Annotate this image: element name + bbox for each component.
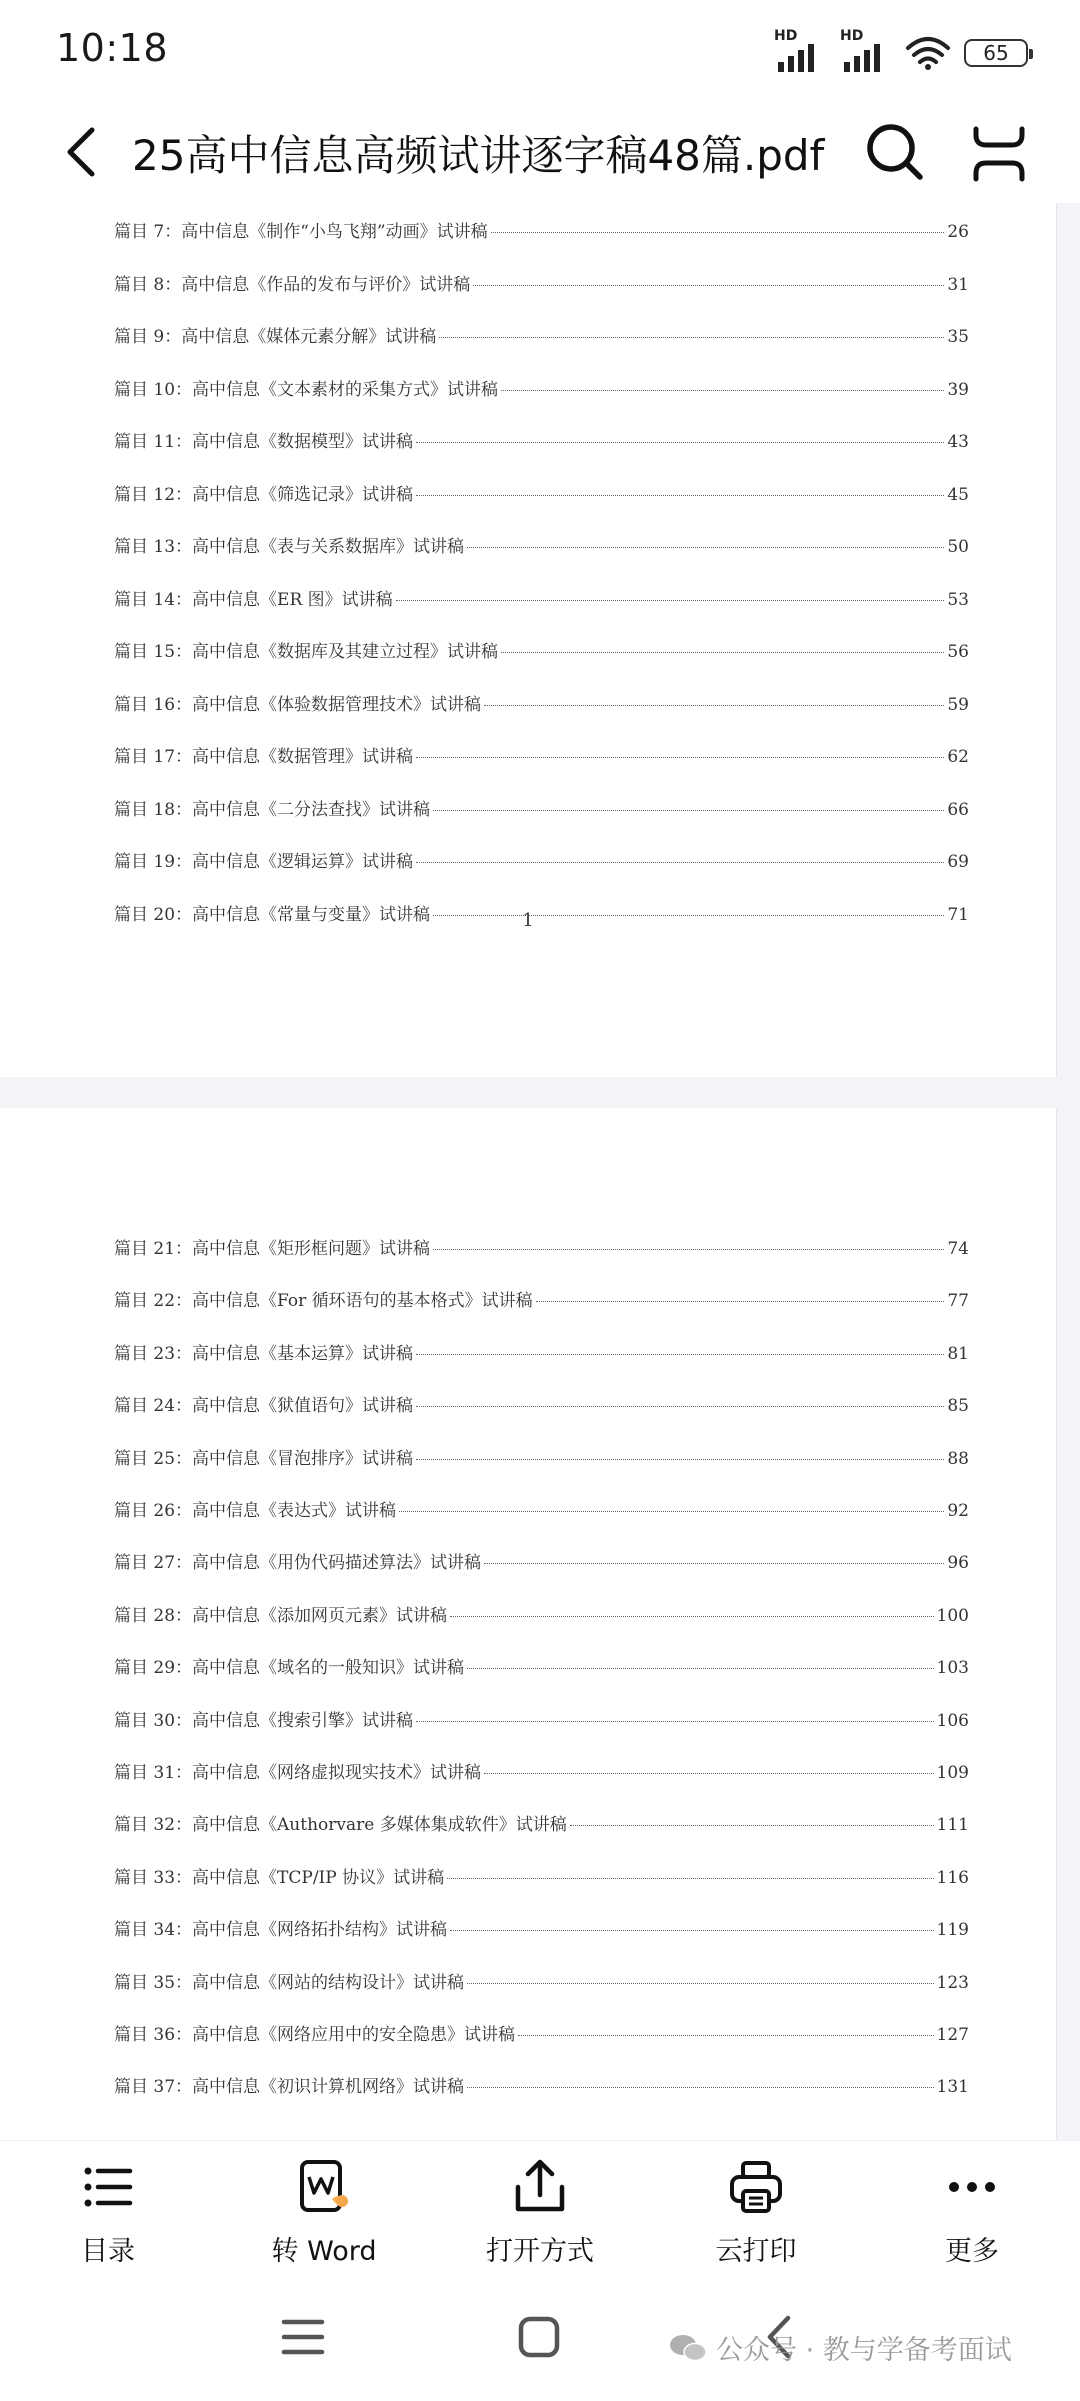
toc-entry-title: 篇目 7：高中信息《制作“小鸟飞翔”动画》试讲稿 [114,222,488,242]
toc-entry-page: 39 [947,379,969,400]
bottom-toolbar [0,2140,1080,2273]
toc-entry[interactable] [114,480,969,510]
dot-leader [396,600,945,601]
status-icons [774,28,1028,72]
dot-leader [433,915,944,916]
toc-entry-page: 71 [947,904,969,925]
toc-entry-title: 篇目 8：高中信息《作品的发布与评价》试讲稿 [114,274,471,295]
toc-entry[interactable] [114,1915,969,1945]
list-icon [78,2157,138,2217]
toc-entry[interactable] [114,637,969,667]
hd-badge: HD [840,28,864,44]
dot-leader [433,1249,944,1250]
toc-entry-page: 127 [936,2025,969,2045]
open-with-button[interactable] [450,2153,630,2273]
toc-entry[interactable] [114,1653,969,1683]
toc-entry-page: 53 [947,589,969,610]
toc-entry[interactable] [114,427,969,457]
toc-entry-title: 篇目 37：高中信息《初识计算机网络》试讲稿 [114,2077,465,2098]
dot-leader [467,1668,934,1669]
watermark [668,2328,1012,2367]
toc-entry-page: 109 [936,1763,969,1783]
dot-leader [450,1616,934,1617]
convert-word-label: 转 Word [271,2236,377,2267]
wifi-icon [906,36,950,70]
hd-badge: HD [774,28,798,44]
system-nav-bar [0,2272,1080,2401]
share-icon [510,2157,570,2217]
search-icon [862,119,928,185]
toc-entry-title: 篇目 30：高中信息《搜索引擎》试讲稿 [114,1710,414,1731]
dot-leader [467,547,944,548]
toc-entry[interactable] [114,1968,969,1998]
toc-entry[interactable] [114,795,969,825]
toc-entry-title: 篇目 9：高中信息《媒体元素分解》试讲稿 [114,327,437,347]
toc-entry-page: 56 [947,642,969,662]
toc-entry-page: 26 [947,222,969,242]
toc-entry[interactable] [114,1391,969,1421]
dot-leader [416,1406,944,1407]
cloud-print-button[interactable] [666,2153,846,2273]
cloud-print-label: 云打印 [715,2236,797,2267]
toc-entry[interactable] [114,585,969,615]
toc-entry[interactable] [114,1234,969,1264]
toc-entry[interactable] [114,2020,969,2050]
home-button[interactable] [512,2310,566,2364]
toc-entry-title: 篇目 17：高中信息《数据管理》试讲稿 [114,747,414,767]
more-icon [942,2157,1002,2217]
dot-leader [473,285,944,286]
toc-entry-title: 篇目 24：高中信息《狱值语句》试讲稿 [114,1396,414,1417]
toc-entry-page: 81 [947,1343,969,1364]
pdf-viewer[interactable] [0,203,1080,2140]
dot-leader [399,1511,944,1512]
toc-entry-title: 篇目 29：高中信息《域名的一般知识》试讲稿 [114,1658,465,1679]
toc-entry-page: 50 [947,537,969,557]
toc-entry-page: 116 [936,1867,969,1888]
dot-leader [536,1301,945,1302]
toc-entry-title: 篇目 21：高中信息《矩形框问题》试讲稿 [114,1239,431,1259]
toc-entry-title: 篇目 23：高中信息《基本运算》试讲稿 [114,1343,414,1364]
toc-entry-title: 篇目 25：高中信息《冒泡排序》试讲稿 [114,1448,414,1469]
toc-entry-page: 43 [947,432,969,452]
dot-leader [501,652,944,653]
toc-entry-page: 45 [947,484,969,505]
dot-leader [450,1930,934,1931]
recent-apps-button[interactable] [276,2310,330,2364]
dot-leader [439,337,944,338]
toc-entry-title: 篇目 26：高中信息《表达式》试讲稿 [114,1501,397,1521]
dot-leader [467,2087,934,2088]
toc-entry[interactable] [114,270,969,300]
exit-reader-icon [966,121,1032,187]
toc-entry-title: 篇目 35：高中信息《网站的结构设计》试讲稿 [114,1972,465,1993]
toc-entry[interactable] [114,1863,969,1893]
toc-entry[interactable] [114,900,969,930]
toc-entry-page: 35 [947,327,969,347]
toc-entry[interactable] [114,1339,969,1369]
toc-entry-page: 96 [947,1553,969,1574]
back-button[interactable] [50,117,110,187]
toc-entry-title: 篇目 27：高中信息《用伪代码描述算法》试讲稿 [114,1553,482,1574]
toc-entry-title: 篇目 19：高中信息《逻辑运算》试讲稿 [114,852,414,872]
dot-leader [484,1563,944,1564]
dot-leader [447,1878,933,1879]
dot-leader [416,1459,944,1460]
toc-entry-title: 篇目 28：高中信息《添加网页元素》试讲稿 [114,1605,448,1626]
dot-leader [416,1721,934,1722]
toc-entry-title: 篇目 16：高中信息《体验数据管理技术》试讲稿 [114,694,482,715]
toc-entry[interactable] [114,322,969,352]
toc-entry-page: 119 [936,1920,969,1941]
toc-entry-title: 篇目 33：高中信息《TCP/IP 协议》试讲稿 [114,1867,445,1888]
toc-entry[interactable] [114,2072,969,2102]
toc-entry[interactable] [114,217,969,247]
dot-leader [484,1773,934,1774]
toc-entry-page: 103 [936,1658,969,1679]
signal-icon [840,28,892,72]
toc-entry[interactable] [114,532,969,562]
wechat-icon [668,2332,708,2364]
dot-leader [501,390,944,391]
toc-entry-page: 85 [947,1396,969,1417]
dot-leader [467,1983,934,1984]
exit-reader-button[interactable] [966,121,1032,187]
toc-entry-page: 106 [936,1710,969,1731]
toc-entry[interactable] [114,1496,969,1526]
page-number: 1 [522,910,534,931]
toc-entry-title: 篇目 31：高中信息《网络虚拟现实技术》试讲稿 [114,1763,482,1783]
toc-entry-title: 篇目 32：高中信息《Authorvare 多媒体集成软件》试讲稿 [114,1815,567,1836]
watermark-text: 公众号 · 教与学备考面试 [716,2335,1012,2366]
toc-entry-page: 100 [936,1605,969,1626]
toc-entry-page: 88 [947,1448,969,1469]
toc-entry[interactable] [114,1286,969,1316]
toc-entry-title: 篇目 13：高中信息《表与关系数据库》试讲稿 [114,537,465,557]
toc-entry-title: 篇目 11：高中信息《数据模型》试讲稿 [114,432,414,452]
toc-entry-title: 篇目 14：高中信息《ER 图》试讲稿 [114,589,393,610]
toc-entry[interactable] [114,1444,969,1474]
more-label: 更多 [945,2236,999,2267]
toc-entry-page: 131 [936,2077,969,2098]
toc-entry[interactable] [114,690,969,720]
search-button[interactable] [862,119,928,185]
toc-entry-title: 篇目 12：高中信息《筛选记录》试讲稿 [114,484,414,505]
dot-leader [570,1825,934,1826]
toc-entry-title: 篇目 10：高中信息《文本素材的采集方式》试讲稿 [114,379,499,400]
toc-entry[interactable] [114,847,969,877]
toc-label: 目录 [81,2236,135,2267]
pdf-page [0,203,1057,1077]
app-bar [0,105,1080,203]
dot-leader [518,2035,934,2036]
toc-entry-title: 篇目 20：高中信息《常量与变量》试讲稿 [114,904,431,925]
toc-entry[interactable] [114,375,969,405]
dot-leader [484,705,944,706]
toc-entry-page: 66 [947,799,969,820]
toc-entry-title: 篇目 22：高中信息《For 循环语句的基本格式》试讲稿 [114,1291,533,1312]
toc-entry-page: 62 [947,747,969,767]
signal-icon [774,28,826,72]
toc-entry-page: 111 [936,1815,969,1836]
status-time: 10:18 [56,26,169,70]
toc-entry-title: 篇目 15：高中信息《数据库及其建立过程》试讲稿 [114,642,499,662]
document-title: 25高中信息高频试讲逐字稿48篇.pdf [132,131,825,180]
toc-entry-page: 31 [947,274,969,295]
printer-icon [726,2157,786,2217]
back-arrow-icon [64,126,96,178]
dot-leader [416,862,944,863]
toc-entry-page: 92 [947,1501,969,1521]
status-bar [0,0,1080,105]
more-button[interactable] [882,2153,1062,2273]
toc-entry-title: 篇目 34：高中信息《网络拓扑结构》试讲稿 [114,1920,448,1941]
dot-leader [416,495,944,496]
dot-leader [416,757,944,758]
toc-entry[interactable] [114,1706,969,1736]
menu-icon [276,2310,330,2364]
toc-entry[interactable] [114,742,969,772]
convert-word-button[interactable] [234,2153,414,2273]
toc-entry-page: 59 [947,694,969,715]
home-square-icon [512,2310,566,2364]
toc-entry[interactable] [114,1548,969,1578]
toc-button[interactable] [18,2153,198,2273]
toc-entry-page: 69 [947,852,969,872]
battery-level: 65 [983,41,1009,65]
toc-entry[interactable] [114,1758,969,1788]
toc-entry-page: 123 [936,1972,969,1993]
toc-entry-page: 77 [947,1291,969,1312]
dot-leader [416,1354,944,1355]
toc-entry[interactable] [114,1810,969,1840]
battery-icon [964,39,1028,67]
pdf-page [0,1108,1057,2140]
dot-leader [416,442,944,443]
open-with-label: 打开方式 [486,2236,594,2267]
word-convert-icon [294,2157,354,2217]
dot-leader [491,232,945,233]
toc-entry[interactable] [114,1601,969,1631]
dot-leader [433,810,944,811]
toc-entry-title: 篇目 18：高中信息《二分法查找》试讲稿 [114,799,431,820]
toc-entry-title: 篇目 36：高中信息《网络应用中的安全隐患》试讲稿 [114,2025,516,2045]
toc-entry-page: 74 [947,1239,969,1259]
